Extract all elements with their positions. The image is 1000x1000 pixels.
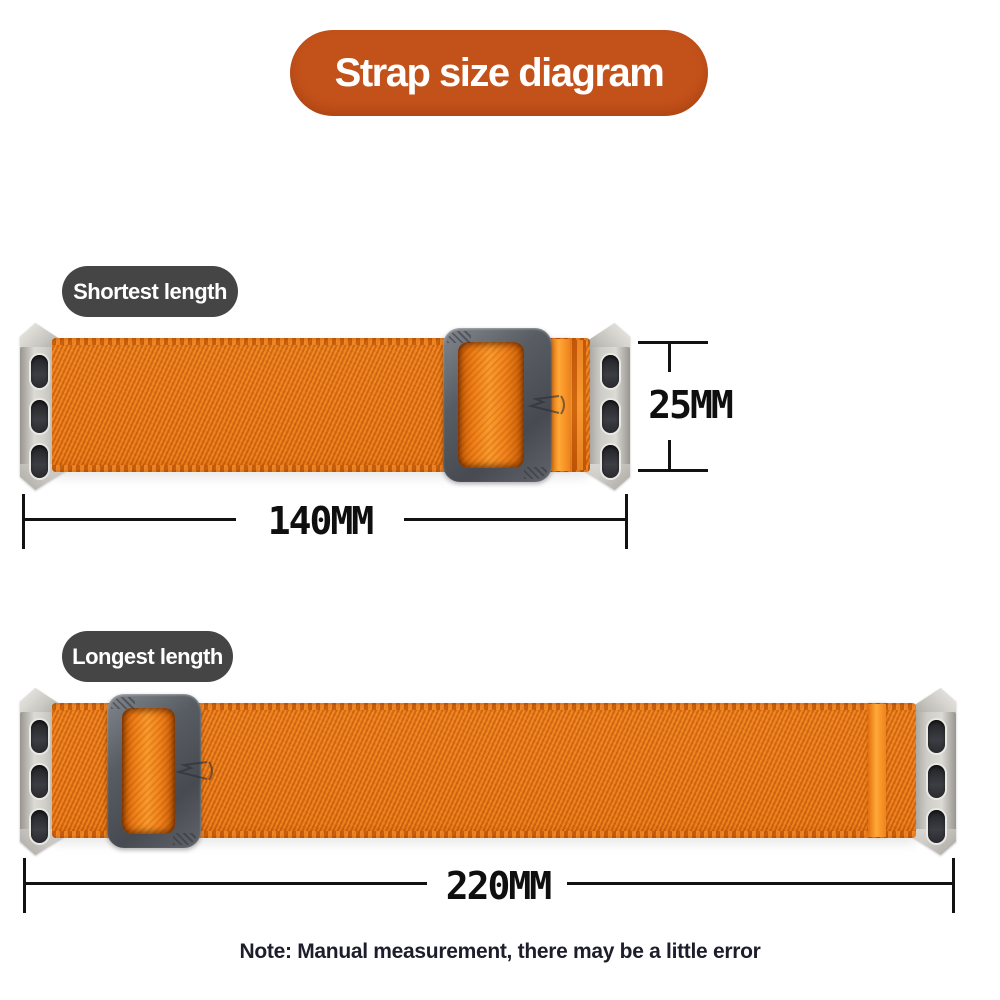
mountain-logo-icon [523, 393, 567, 417]
adapter-slot [928, 765, 945, 798]
dimension-length-label: 140MM [267, 499, 373, 543]
adapter-slot [928, 720, 945, 753]
measurement-note: Note: Manual measurement, there may be a little error [239, 940, 761, 963]
badge-longest-label: Longest length [72, 643, 223, 669]
adapter-slot [602, 400, 619, 433]
slide-buckle [443, 328, 552, 482]
title-banner [290, 30, 708, 116]
buckle-hatch [173, 833, 197, 845]
strap-longest-image [0, 683, 1000, 861]
adapter-slot [928, 810, 945, 843]
dimension-tick [625, 494, 628, 549]
dimension-tick [668, 341, 671, 372]
badge-shortest-label: Shortest length [73, 278, 227, 304]
buckle-hatch [111, 697, 135, 709]
band-seam [868, 704, 886, 837]
page-title: Strap size diagram [334, 50, 664, 95]
adapter-slot [31, 720, 48, 753]
dimension-line [567, 882, 954, 885]
strap-shortest-image [0, 320, 1000, 495]
dimension-tick [23, 858, 26, 913]
dimension-tick [22, 494, 25, 549]
dimension-tick [952, 858, 955, 913]
mountain-logo-icon [171, 759, 215, 783]
buckle-opening [122, 708, 175, 834]
dimension-width-label: 25MM [648, 383, 732, 427]
dimension-line [24, 518, 236, 521]
adapter-slot [602, 355, 619, 388]
slide-buckle [107, 694, 201, 848]
buckle-hatch [524, 467, 548, 479]
dimension-line [638, 469, 708, 472]
adapter-slot [31, 765, 48, 798]
adapter-slot [31, 400, 48, 433]
badge-shortest-length [62, 266, 238, 317]
dimension-line [25, 882, 427, 885]
adapter-slot [602, 445, 619, 478]
dimension-line [404, 518, 627, 521]
adapter-slot [31, 810, 48, 843]
adapter-slot [31, 355, 48, 388]
dimension-line [638, 341, 708, 344]
buckle-opening [458, 342, 524, 468]
dimension-length-label: 220MM [445, 864, 551, 908]
adapter-slot [31, 445, 48, 478]
dimension-tick [668, 440, 671, 471]
buckle-hatch [447, 331, 471, 343]
badge-longest-length [62, 631, 233, 682]
